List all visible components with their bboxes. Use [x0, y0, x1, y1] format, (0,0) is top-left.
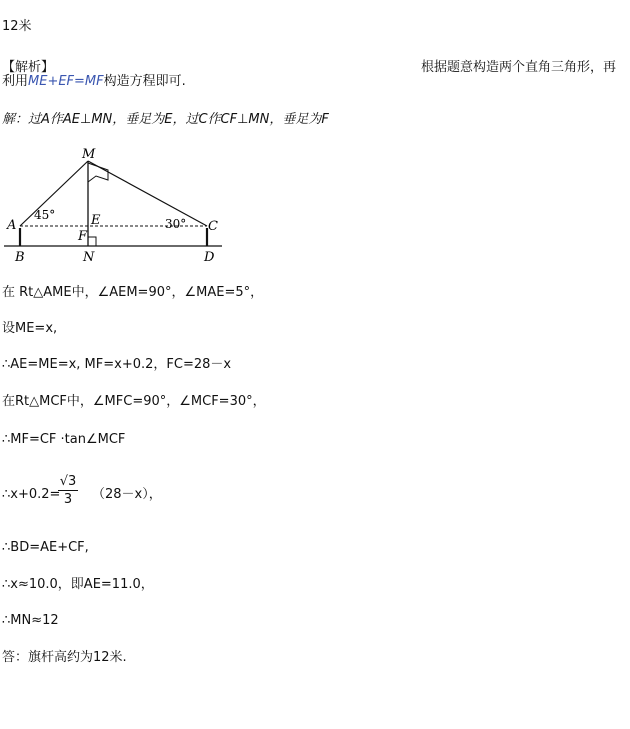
label-a: A	[7, 218, 17, 233]
hint-equation: ME+EF=MF	[28, 74, 104, 89]
step-5: ∴MF=CF ·tan∠MCF	[2, 432, 126, 447]
fraction-denominator: 3	[63, 492, 73, 507]
answer-line: 12米	[2, 19, 32, 34]
geometry-diagram	[0, 146, 240, 266]
hint-prefix: 利用	[2, 74, 29, 89]
step-9: ∴MN≈12	[2, 613, 59, 628]
label-n: N	[83, 250, 95, 265]
solution-intro: 解：过A作AE⊥MN，垂足为E，过C作CF⊥MN，垂足为F	[2, 112, 329, 127]
right-angle-mark	[88, 237, 96, 246]
label-m: M	[82, 147, 96, 162]
sight-line-cm	[88, 161, 207, 226]
conclusion: 答：旗杆高约为12米.	[2, 650, 127, 665]
step-2: 设ME=x,	[2, 321, 58, 336]
step-3: ∴AE=ME=x, MF=x+0.2，FC=28－x	[2, 357, 232, 372]
label-angle-45: 45°	[34, 208, 56, 222]
label-angle-30: 30°	[165, 217, 187, 231]
analysis-heading: 【解析】	[2, 60, 55, 75]
label-d: D	[204, 250, 215, 265]
label-e: E	[91, 213, 101, 228]
step-8: ∴x≈10.0，即AE=11.0，	[2, 577, 154, 592]
label-f: F	[78, 229, 88, 244]
label-b: B	[15, 250, 25, 265]
step-1: 在 Rt△AME中，∠AEM=90°，∠MAE=5°，	[2, 285, 264, 300]
fraction-numerator: √3	[59, 474, 77, 489]
step-4: 在Rt△MCF中，∠MFC=90°，∠MCF=30°，	[2, 394, 266, 409]
fraction	[56, 474, 80, 507]
step-6-left: ∴x+0.2=	[2, 487, 61, 502]
analysis-hint: 根据题意构造两个直角三角形，再	[421, 60, 617, 75]
hint-suffix: 构造方程即可.	[103, 74, 186, 89]
label-c: C	[208, 219, 218, 234]
fraction-bar	[58, 490, 78, 491]
step-6-right: （28－x），	[92, 487, 162, 502]
step-7: ∴BD=AE+CF,	[2, 540, 89, 555]
analysis-hint-line2	[2, 74, 186, 90]
